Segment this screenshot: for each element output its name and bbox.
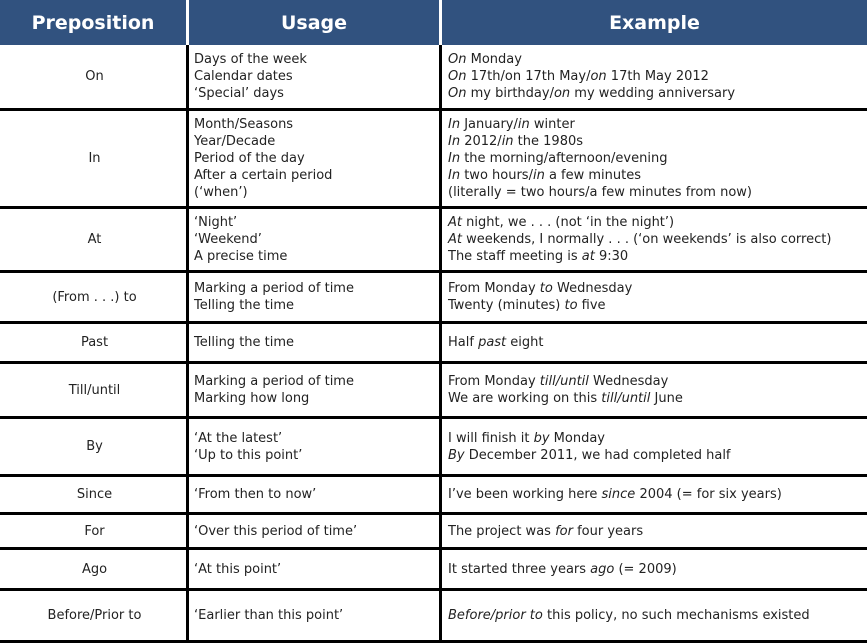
example-line — [448, 150, 863, 167]
usage-cell — [194, 591, 436, 640]
example-text: From Monday — [448, 374, 540, 389]
example-emphasis: till/until — [601, 391, 651, 406]
preposition-cell: Till/until — [68, 382, 121, 398]
preposition-cell: Since — [76, 487, 113, 502]
usage-cell — [194, 324, 436, 361]
example-text: the 1980s — [513, 134, 584, 149]
example-emphasis: on — [553, 86, 571, 101]
usage-line: ‘Special’ days — [194, 86, 284, 101]
example-emphasis: for — [555, 523, 573, 539]
example-line — [448, 184, 863, 201]
usage-cell — [194, 419, 436, 474]
usage-line: Marking how long — [194, 391, 310, 406]
example-cell — [448, 419, 863, 474]
usage-line: Telling the time — [194, 298, 295, 313]
example-line — [448, 51, 863, 68]
example-text: The project was — [448, 523, 556, 539]
usage-line: Month/Seasons — [194, 117, 294, 132]
example-line — [448, 248, 863, 265]
example-emphasis: at — [581, 249, 595, 264]
usage-line: ‘Night’ — [194, 215, 238, 230]
preposition-cell: (From . . .) to — [52, 289, 137, 305]
preposition-cell: At — [87, 232, 102, 247]
example-text: my birthday/ — [466, 86, 554, 101]
table-row — [0, 324, 867, 364]
table-row — [0, 477, 867, 515]
usage-line: Marking a period of time — [194, 374, 354, 389]
example-text: I will finish it — [448, 430, 534, 446]
example-text: night, we . . . (not ‘in the night’) — [462, 215, 675, 230]
usage-line: ‘Over this period of time’ — [194, 523, 358, 539]
example-emphasis: to — [564, 298, 578, 313]
example-emphasis: In — [448, 151, 461, 166]
usage-line: ‘From then to now’ — [194, 487, 317, 502]
example-text: Wednesday — [552, 281, 633, 296]
example-emphasis: by — [533, 430, 550, 446]
example-line — [448, 214, 863, 231]
example-line — [448, 561, 863, 578]
example-text: 9:30 — [594, 249, 629, 264]
example-text: Monday — [466, 52, 522, 67]
example-text: winter — [529, 117, 575, 132]
usage-line: Year/Decade — [194, 134, 276, 149]
usage-line: Telling the time — [194, 335, 295, 350]
table-row — [0, 515, 867, 550]
example-emphasis: On — [448, 69, 467, 84]
table-row — [0, 273, 867, 324]
example-emphasis: on — [590, 69, 607, 84]
header-divider — [186, 0, 189, 45]
example-line — [448, 280, 863, 297]
example-line — [448, 85, 863, 102]
example-text: Twenty (minutes) — [448, 298, 565, 313]
example-emphasis: since — [601, 487, 636, 502]
example-cell — [448, 45, 863, 108]
usage-line: After a certain period — [194, 168, 333, 183]
example-line — [448, 447, 863, 464]
example-line — [448, 334, 863, 351]
column-divider — [439, 0, 442, 640]
example-line — [448, 523, 863, 540]
usage-line: Marking a period of time — [194, 281, 354, 296]
usage-cell — [194, 515, 436, 547]
example-text: 2012/ — [460, 134, 502, 149]
usage-line: ‘Earlier than this point’ — [194, 608, 344, 623]
example-emphasis: At — [448, 215, 462, 230]
example-cell — [448, 111, 863, 206]
example-line — [448, 167, 863, 184]
example-emphasis: At — [448, 232, 462, 247]
usage-cell — [194, 364, 436, 416]
example-line — [448, 133, 863, 150]
preposition-cell: In — [88, 151, 101, 166]
usage-line: ‘Weekend’ — [194, 232, 262, 247]
example-line — [448, 607, 863, 624]
usage-cell — [194, 111, 436, 206]
example-cell — [448, 273, 863, 321]
example-emphasis: Before/prior to — [448, 608, 543, 623]
example-text: From Monday — [448, 281, 540, 296]
example-emphasis: in — [532, 168, 545, 183]
example-cell — [448, 550, 863, 588]
example-line — [448, 116, 863, 133]
preposition-cell: Past — [80, 335, 109, 350]
example-cell — [448, 324, 863, 361]
usage-line: ‘At this point’ — [194, 561, 282, 577]
example-text: this policy, no such mechanisms existed — [542, 608, 810, 623]
example-cell — [448, 209, 863, 270]
example-cell — [448, 591, 863, 640]
usage-line: Period of the day — [194, 151, 305, 166]
usage-cell — [194, 45, 436, 108]
example-emphasis: On — [448, 52, 467, 67]
example-text: We are working on this — [448, 391, 602, 406]
example-emphasis: By — [448, 447, 465, 463]
example-text: the morning/afternoon/evening — [460, 151, 668, 166]
example-text: two hours/ — [460, 168, 533, 183]
example-text: (= 2009) — [614, 561, 677, 577]
preposition-cell: Before/Prior to — [47, 608, 142, 623]
example-text: The staff meeting is — [448, 249, 582, 264]
example-emphasis: till/until — [539, 374, 589, 389]
column-divider — [186, 0, 189, 640]
example-emphasis: In — [448, 117, 461, 132]
example-emphasis: On — [448, 86, 467, 101]
example-text: December 2011, we had completed half — [464, 447, 731, 463]
table-row — [0, 550, 867, 591]
table-row — [0, 111, 867, 209]
usage-cell — [194, 477, 436, 512]
example-line — [448, 390, 863, 407]
example-emphasis: ago — [590, 561, 615, 577]
example-text: four years — [572, 523, 644, 539]
example-text: June — [650, 391, 683, 406]
preposition-cell: For — [84, 523, 105, 539]
usage-line: Calendar dates — [194, 69, 293, 84]
example-text: 17th May 2012 — [606, 69, 709, 84]
usage-line: (‘when’) — [194, 185, 248, 200]
header-usage: Usage — [280, 11, 348, 34]
table-row — [0, 419, 867, 477]
example-text: five — [577, 298, 606, 313]
table-row — [0, 364, 867, 419]
example-cell — [448, 364, 863, 416]
example-line — [448, 373, 863, 390]
example-text: weekends, I normally . . . (‘on weekends’ is also correct) — [462, 232, 832, 247]
example-emphasis: in — [501, 134, 514, 149]
example-line — [448, 430, 863, 447]
example-line — [448, 297, 863, 314]
usage-cell — [194, 273, 436, 321]
example-text: a few minutes — [544, 168, 642, 183]
example-line — [448, 486, 863, 503]
table-row — [0, 45, 867, 111]
example-text: 2004 (= for six years) — [635, 487, 782, 502]
example-text: my wedding anniversary — [570, 86, 736, 101]
usage-line: Days of the week — [194, 52, 307, 67]
example-text: Wednesday — [588, 374, 669, 389]
usage-line: ‘At the latest’ — [194, 430, 283, 446]
example-text: It started three years — [448, 561, 591, 577]
example-text: January/ — [460, 117, 518, 132]
header-preposition: Preposition — [31, 11, 155, 34]
header-divider — [439, 0, 442, 45]
example-text: Half — [448, 335, 479, 350]
example-text: 17th/on 17th May/ — [466, 69, 591, 84]
table-header — [0, 0, 867, 45]
table-row — [0, 209, 867, 273]
example-emphasis: to — [539, 281, 553, 296]
example-line — [448, 68, 863, 85]
example-text: Monday — [549, 430, 605, 446]
usage-cell — [194, 550, 436, 588]
usage-line: A precise time — [194, 249, 288, 264]
example-emphasis: In — [448, 168, 461, 183]
preposition-cell: By — [86, 439, 103, 454]
example-text: (literally = two hours/a few minutes from now) — [448, 185, 752, 200]
preposition-cell: Ago — [81, 561, 108, 577]
example-line — [448, 231, 863, 248]
example-emphasis: In — [448, 134, 461, 149]
example-text: I’ve been working here — [448, 487, 602, 502]
preposition-cell: On — [85, 69, 104, 84]
example-cell — [448, 515, 863, 547]
usage-cell — [194, 209, 436, 270]
usage-line: ‘Up to this point’ — [194, 447, 303, 463]
example-emphasis: past — [478, 335, 507, 350]
example-emphasis: in — [517, 117, 530, 132]
header-example: Example — [609, 11, 700, 34]
table-row — [0, 591, 867, 643]
example-text: eight — [506, 335, 544, 350]
example-cell — [448, 477, 863, 512]
